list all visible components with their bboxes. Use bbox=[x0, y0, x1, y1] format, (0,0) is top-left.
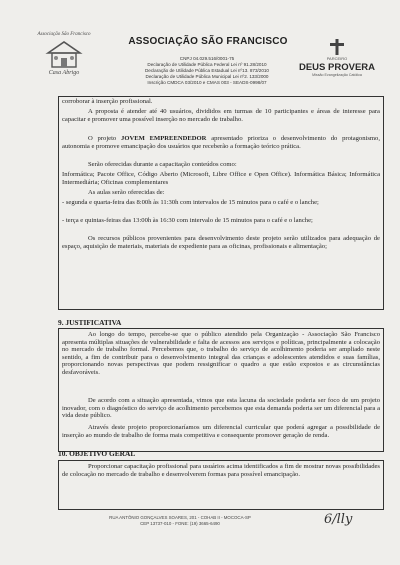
logo-top-text: Associação São Francisco bbox=[37, 32, 91, 37]
paragraph: A proposta é atender até 40 usuários, divididos em turmas de 10 participantes e áreas de interesse para capacitar e promover uma possível inserção no mercado de trabalho. bbox=[62, 108, 380, 123]
schedule-item: - segunda e quarta-feira das 8:00h às 11:30h com intervalos de 15 minutos para o café e o lanche; bbox=[62, 199, 319, 206]
house-icon bbox=[44, 39, 84, 69]
registration-line: Declaração de Utilidade Pública Federal Lei nº 91.28/2010 bbox=[147, 62, 267, 67]
footer-line: CEP 13737-010 - FONE: (19) 3665-6490 bbox=[140, 521, 220, 526]
registration-line: Declaração de Utilidade Pública Municipal Lei nº2. 133/2000 bbox=[145, 74, 269, 79]
paragraph: As aulas serão oferecidas de: bbox=[88, 189, 165, 196]
partner-top-text: PARCEIRO bbox=[326, 56, 348, 61]
section-heading: 9. JUSTIFICATIVA bbox=[58, 318, 122, 327]
registration-line: CNPJ 04.029.516/0001-75 bbox=[179, 56, 235, 61]
organization-title: ASSOCIAÇÃO SÃO FRANCISCO bbox=[128, 36, 288, 47]
paragraph: Proporcionar capacitação profissional para usuários acima identificados a fim de mostrar novas possibilidades de colocação no mercado de trabalho e desenvolverem formas para possível emancipação. bbox=[62, 463, 380, 478]
registration-lines bbox=[112, 56, 302, 86]
paragraph bbox=[62, 135, 380, 150]
project-name: JOVEM EMPREENDEDOR bbox=[121, 135, 207, 142]
paragraph: Informática; Pacote Office, Código Aberto (Microsoft, Libre Office e Open Office). Informática Básica; Informática Intermediária; Oficinas complementares bbox=[62, 171, 380, 186]
paragraph: Através deste projeto proporcionaríamos um diferencial curricular que poderá agregar a possibilidade de inserção ao mundo de trabalho de forma mais competitiva e consequente promover geração de renda. bbox=[62, 424, 380, 439]
section-heading: 10. OBJETIVO GERAL bbox=[58, 449, 136, 458]
registration-line: Declaração de Utilidade Pública Estadual Lei nº13. 873/2010 bbox=[144, 68, 269, 73]
footer-line: RUA ANTÔNIO GONÇALVES SOARES, 201 - COHAB II - MOCOCA-SP bbox=[109, 515, 251, 520]
partner-name: DEUS PROVERA bbox=[298, 62, 375, 73]
schedule-item: - terça e quintas-feiras das 13:00h às 16:30 com intervalo de 15 minutos para o café e o lanche; bbox=[62, 217, 313, 224]
partner-tagline: Missão Evangelização Católica bbox=[312, 73, 362, 77]
text-fragment: O projeto bbox=[88, 135, 122, 142]
paragraph: Os recursos públicos provenientes para desenvolvimento deste projeto serão utilizados para adequação de espaço, aquisição de materiais, materiais de expediente para as oficinas, profissionais e alimentação; bbox=[62, 235, 380, 250]
partner-logo bbox=[298, 38, 376, 77]
text-fragment: apresentado prioriza o desenvolvimento do protagonismo, autonomia e promove emancipação dos usuários que receberão a formação teórico prática. bbox=[62, 135, 380, 150]
paragraph: Serão oferecidas durante a capacitação conteúdos como: bbox=[88, 161, 237, 168]
logo-name-text: Casa Abrigo bbox=[48, 70, 80, 76]
page-number-signature: 6/lly bbox=[324, 512, 353, 527]
paragraph: corroborar à inserção profissional. bbox=[62, 98, 153, 105]
paragraph: Ao longo do tempo, percebe-se que o público atendido pela Organização - Associação São Francisco apresenta múltiplas situações de vulnerabilidade e falta de acessos aos serviços e políticas, principalmente a colocação no mercado de trabalho formal. Percebemos que, o trabalho do serviço de acolhimento poderia ser ampliado neste sentido, a fim de contribuir para o desenvolvimento integral das crianças e adolescentes atendidos e suas famílias, proporcionando novas perspectivas que podem ressignificar o quadro a que estão expostos e as circunstâncias desfavoráveis. bbox=[62, 331, 380, 376]
organization-logo bbox=[36, 32, 92, 94]
registration-line: Inscrição CMDCA 03/2010 e CMAS 003 - SEADS-0998/07 bbox=[147, 80, 267, 85]
cross-icon bbox=[325, 38, 349, 56]
address-footer bbox=[70, 515, 290, 527]
paragraph: De acordo com a situação apresentada, vimos que esta lacuna da sociedade poderia ser foco de um projeto inovador, com o diagnóstico do serviço de acolhimento percebemos que esta demanda poderia ser um diferencial para a vida deste público. bbox=[62, 397, 380, 420]
